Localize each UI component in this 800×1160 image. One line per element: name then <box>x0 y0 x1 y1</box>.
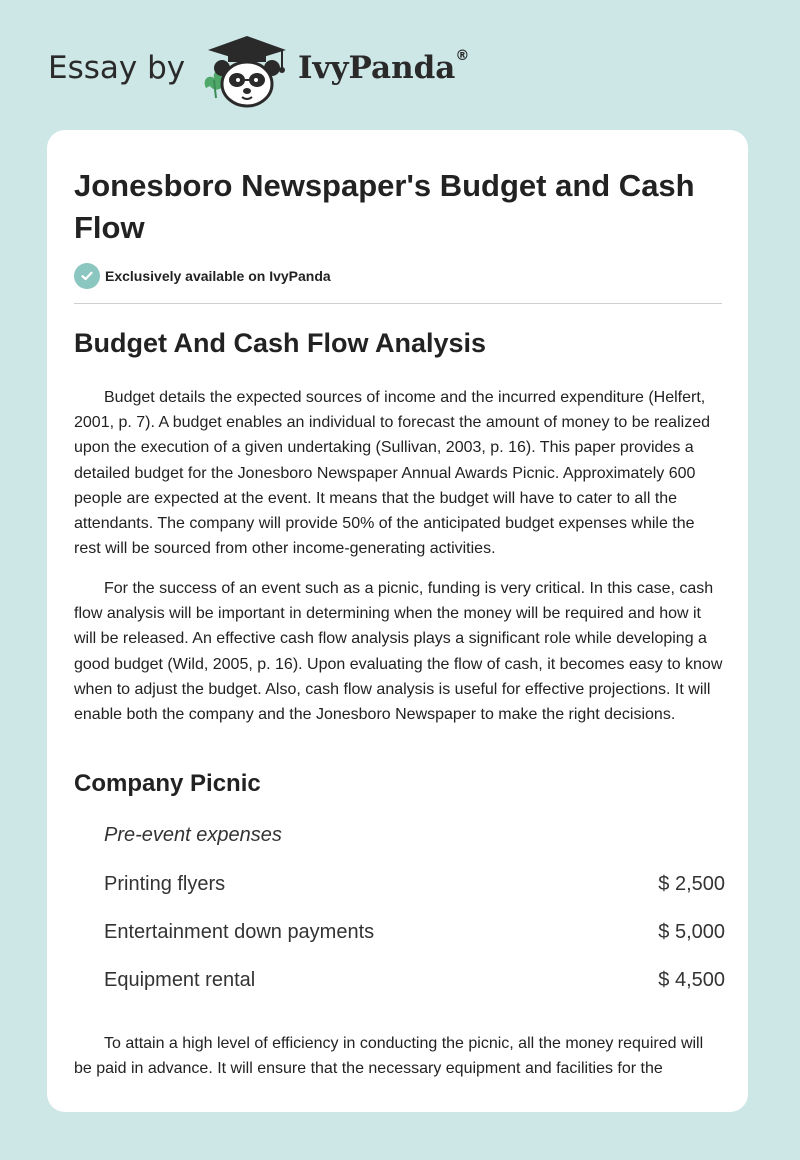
expense-amount: $ 2,500 <box>658 873 725 895</box>
article-title: Jonesboro Newspaper's Budget and Cash Flow <box>74 168 695 245</box>
paragraph: Budget details the expected sources of income and the incurred expenditure (Helfert, 2001, p. 7). A budget enables an individual to forecast the amount of money to be realized upon the execution of a given undertaking (Sullivan, 2003, p. 16). This paper provides a detailed budget for the Jonesboro Newspaper Annual Awards Picnic. Approximately 600 people are expected at the event. It means that the budget will have to cater to all the attendants. The company will provide 50% of the anticipated budget expenses while the rest will be sourced from other income-generating activities. <box>74 389 710 558</box>
expense-amount: $ 5,000 <box>658 921 725 943</box>
exclusive-label: Exclusively available on IvyPanda <box>105 268 331 284</box>
check-icon <box>74 263 100 289</box>
section-heading: Budget And Cash Flow Analysis <box>74 328 487 358</box>
article-card <box>47 130 748 1112</box>
paragraph: For the success of an event such as a picnic, funding is very critical. In this case, cash flow analysis will be important in determining when the money will be required and how it will be released. An effective cash flow analysis plays a significant role while developing a good budget (Wild, 2005, p. 16). Upon evaluating the flow of cash, it becomes easy to know when to adjust the budget. Also, cash flow analysis is useful for effective projections. It will enable both the company and the Jonesboro Newspaper to make the right decisions. <box>74 580 723 724</box>
brand-prefix: Essay by <box>48 50 186 86</box>
expense-label: Printing flyers <box>104 873 226 895</box>
table-row <box>104 921 725 951</box>
table-row <box>104 969 725 999</box>
divider <box>74 303 722 304</box>
expense-amount: $ 4,500 <box>658 969 725 991</box>
table-row <box>104 873 725 903</box>
expenses-table-title: Pre-event expenses <box>104 824 282 846</box>
expense-label: Equipment rental <box>104 969 256 991</box>
paragraph: To attain a high level of efficiency in conducting the picnic, all the money required will be paid in advance. It will ensure that the necessary equipment and facilities for the <box>74 1035 704 1078</box>
brand-name-text: IvyPanda <box>298 50 456 86</box>
registered-mark: ® <box>455 48 470 64</box>
brand-name <box>298 50 469 86</box>
subheading: Company Picnic <box>74 770 261 797</box>
exclusive-badge <box>74 263 331 289</box>
panda-logo-icon[interactable] <box>200 34 294 110</box>
expense-label: Entertainment down payments <box>104 921 375 943</box>
brand-header <box>48 30 508 110</box>
